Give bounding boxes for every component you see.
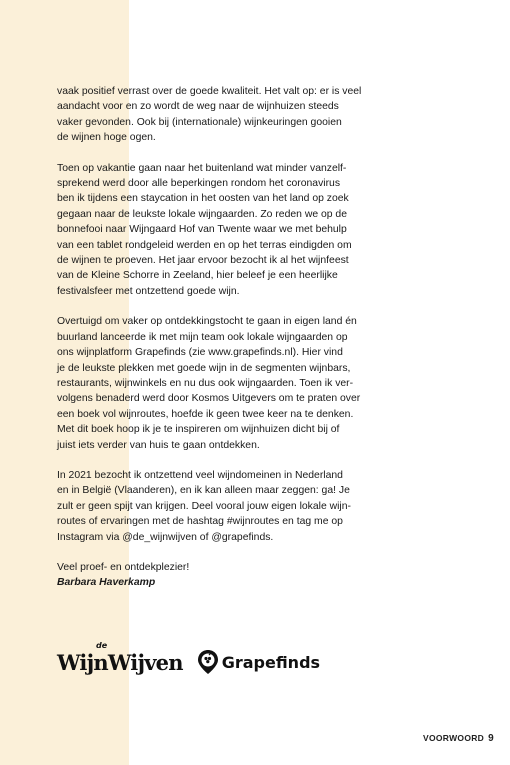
- text-line: restaurants, wijnwinkels en nu dus ook wijngaarden. Toen ik ver-: [57, 377, 354, 389]
- text-line: ben ik tijdens een staycation in het oosten van het land op zoek: [57, 193, 349, 205]
- text-line: de wijnen hoge ogen.: [57, 132, 156, 144]
- text-line: en in België (Vlaanderen), en ik kan alleen maar zeggen: ga! Je: [57, 485, 350, 497]
- author-name: Barbara Haverkamp: [57, 577, 156, 589]
- text-line: buurland lanceerde ik met mijn team ook lokale wijngaarden op: [57, 331, 348, 343]
- text-line: vaker gevonden. Ook bij (internationale) wijnkeuringen gooien: [57, 116, 342, 128]
- text-line: bonnefooi naar Wijngaard Hof van Twente waar we met behulp: [57, 224, 347, 236]
- section-label: VOORWOORD: [423, 733, 485, 743]
- grapefinds-wordmark: Grapefinds: [221, 652, 321, 672]
- paragraph-3: [57, 314, 477, 453]
- page-number: 9: [488, 733, 494, 744]
- text-line: In 2021 bezocht ik ontzettend veel wijndomeinen in Nederland: [57, 469, 343, 481]
- body-text: [57, 84, 477, 606]
- text-line: juist iets verder van huis te gaan ontdekken.: [57, 439, 260, 451]
- page-footer: [423, 733, 494, 744]
- text-line: Overtuigd om vaker op ontdekkingstocht te gaan in eigen land én: [57, 316, 357, 328]
- grapefinds-logo: [197, 649, 320, 675]
- text-line: je de leukste plekken met goede wijn in de segmenten wijnbars,: [57, 362, 351, 374]
- text-line: aandacht voor en zo wordt de weg naar de wijnhuizen steeds: [57, 101, 339, 113]
- wijnwijven-logo: [57, 640, 183, 675]
- text-line: zult er geen spijt van krijgen. Deel vooral jouw eigen lokale wijn-: [57, 500, 351, 512]
- wijnwijven-prefix: de: [96, 640, 108, 650]
- paragraph-2: [57, 161, 477, 300]
- text-line: ons wijnplatform Grapefinds (zie www.grapefinds.nl). Hier vind: [57, 347, 343, 359]
- text-line: van de Kleine Schorre in Zeeland, hier beleef je een heerlijke: [57, 270, 338, 282]
- logo-row: [57, 640, 321, 676]
- text-line: Instagram via @de_wijnwijven of @grapefinds.: [57, 531, 274, 543]
- text-line: een boek vol wijnroutes, hoefde ik geen twee keer na te denken.: [57, 408, 354, 420]
- text-line: van een tablet rondgeleid werden en op het terras eindigden om: [57, 239, 352, 251]
- sign-off: [57, 560, 477, 591]
- paragraph-1: [57, 84, 477, 146]
- text-line: sprekend werd door alle beperkingen rondom het coronavirus: [57, 178, 341, 190]
- text-line: vaak positief verrast over de goede kwaliteit. Het valt op: er is veel: [57, 86, 362, 97]
- grapefinds-pin-icon: [197, 649, 219, 675]
- closing-line: Veel proef- en ontdekplezier!: [57, 561, 190, 573]
- text-line: gegaan naar de leukste lokale wijngaarden. Zo reden we op de: [57, 208, 347, 220]
- text-line: volgens benaderd werd door Kosmos Uitgevers om te praten over: [57, 393, 361, 405]
- text-line: Met dit boek hoop ik je te inspireren om wijnhuizen dicht bij of: [57, 424, 340, 436]
- text-line: Toen op vakantie gaan naar het buitenland wat minder vanzelf-: [57, 162, 347, 174]
- text-line: de wijnen te proeven. Het jaar ervoor bezocht ik al het wijnfeest: [57, 255, 349, 267]
- wijnwijven-wordmark: WijnWijven: [57, 649, 183, 675]
- paragraph-4: [57, 468, 477, 545]
- text-line: routes of ervaringen met de hashtag #wijnroutes en tag me op: [57, 516, 343, 528]
- text-line: festivalsfeer met ontzettend goede wijn.: [57, 285, 240, 297]
